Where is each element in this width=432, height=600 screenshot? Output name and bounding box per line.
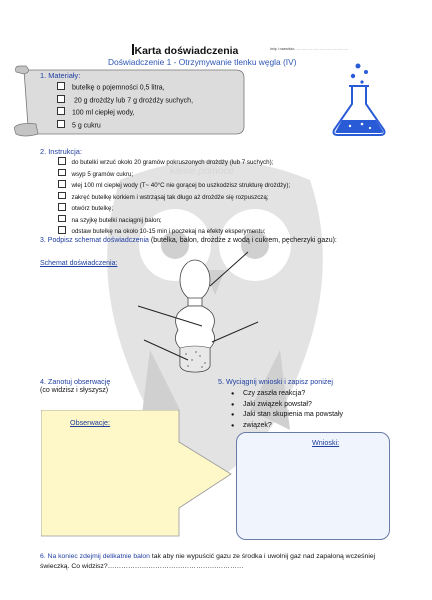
section3-text: 3. Podpisz schemat doświadczenia (butelka, balon, drożdże z wodą i cukrem, pęcherzyki gazu):	[40, 237, 337, 244]
checkbox[interactable]	[58, 226, 66, 234]
name-field[interactable]: Imię i nazwisko………………………………………	[270, 47, 349, 51]
section4-sub: (co widzisz i słyszysz)	[40, 387, 109, 394]
list-item: wlej 100 ml ciepłej wody (T~ 40°C nie gorącej bo uszkodzisz strukturę drożdży);	[58, 180, 290, 192]
list-item: do butelki wrzuć około 20 gramów pokruszonych drożdży (lub 7 suchych);	[58, 157, 290, 169]
questions-list	[243, 389, 343, 431]
observations-box[interactable]	[41, 410, 237, 540]
checkbox[interactable]	[58, 192, 66, 200]
list-item: ● Jaki związek powstał?	[243, 400, 343, 411]
checkbox[interactable]	[57, 95, 65, 103]
conclusions-label: Wnioski:	[312, 438, 340, 447]
section6-text: 6. Na koniec zdejmij delikatnie balon tak aby nie wypuścić gazu ze środka i uwolnij gaz nad zapaloną wcześniej świeczką. Co widzisz?……………………………………………………	[40, 553, 376, 570]
materials-heading: 1. Materiały:	[40, 71, 81, 80]
materials-list	[57, 82, 193, 133]
flask-icon	[328, 60, 390, 138]
checkbox[interactable]	[58, 169, 66, 177]
watermark-text: kawie.pomoce	[170, 166, 234, 177]
schemat-heading: Schemat doświadczenia:	[40, 260, 118, 267]
experiment-subtitle: Doświadczenie 1 - Otrzymywanie tlenku węgla (IV)	[108, 57, 297, 67]
experiment-diagram	[130, 248, 300, 380]
checkbox[interactable]	[58, 180, 66, 188]
checkbox[interactable]	[57, 82, 65, 90]
instructions-list	[58, 157, 290, 238]
list-item: na szyjkę butelki naciągnij balon;	[58, 215, 290, 227]
checkbox[interactable]	[58, 215, 66, 223]
list-item: ● Czy zaszła reakcja?	[243, 389, 343, 400]
list-item: zakręć butelkę korkiem i wstrząsaj tak długo aż drożdże się rozpuszczą;	[58, 192, 290, 204]
instructions-heading: 2. Instrukcja:	[40, 147, 82, 156]
section5-heading: 5. Wyciągnij wnioski i zapisz poniżej	[218, 377, 333, 386]
page-title: Karta doświadczenia	[132, 44, 238, 57]
list-item: butelkę o pojemności 0,5 litra,	[57, 82, 193, 95]
list-item: ● Jaki stan skupienia ma powstały	[243, 410, 343, 421]
list-item: otwórz butelkę;	[58, 203, 290, 215]
list-item: 5 g cukru	[57, 120, 193, 133]
checkbox[interactable]	[57, 107, 65, 115]
list-item: odstaw butelkę na około 10-15 min i poczekaj na efekty eksperymentu;	[58, 226, 290, 238]
list-item: 100 ml ciepłej wody,	[57, 107, 193, 120]
conclusions-box[interactable]	[236, 432, 390, 540]
checkbox[interactable]	[57, 120, 65, 128]
observations-label: Obserwacje:	[70, 418, 110, 427]
list-item: wsyp 5 gramów cukru;	[58, 169, 290, 181]
section4-heading: 4. Zanotuj obserwację	[40, 377, 111, 386]
checkbox[interactable]	[58, 157, 66, 165]
list-item: 20 g drożdży lub 7 g drożdży suchych,	[57, 95, 193, 108]
list-item-continuation: ● związek?	[243, 421, 343, 432]
checkbox[interactable]	[58, 203, 66, 211]
